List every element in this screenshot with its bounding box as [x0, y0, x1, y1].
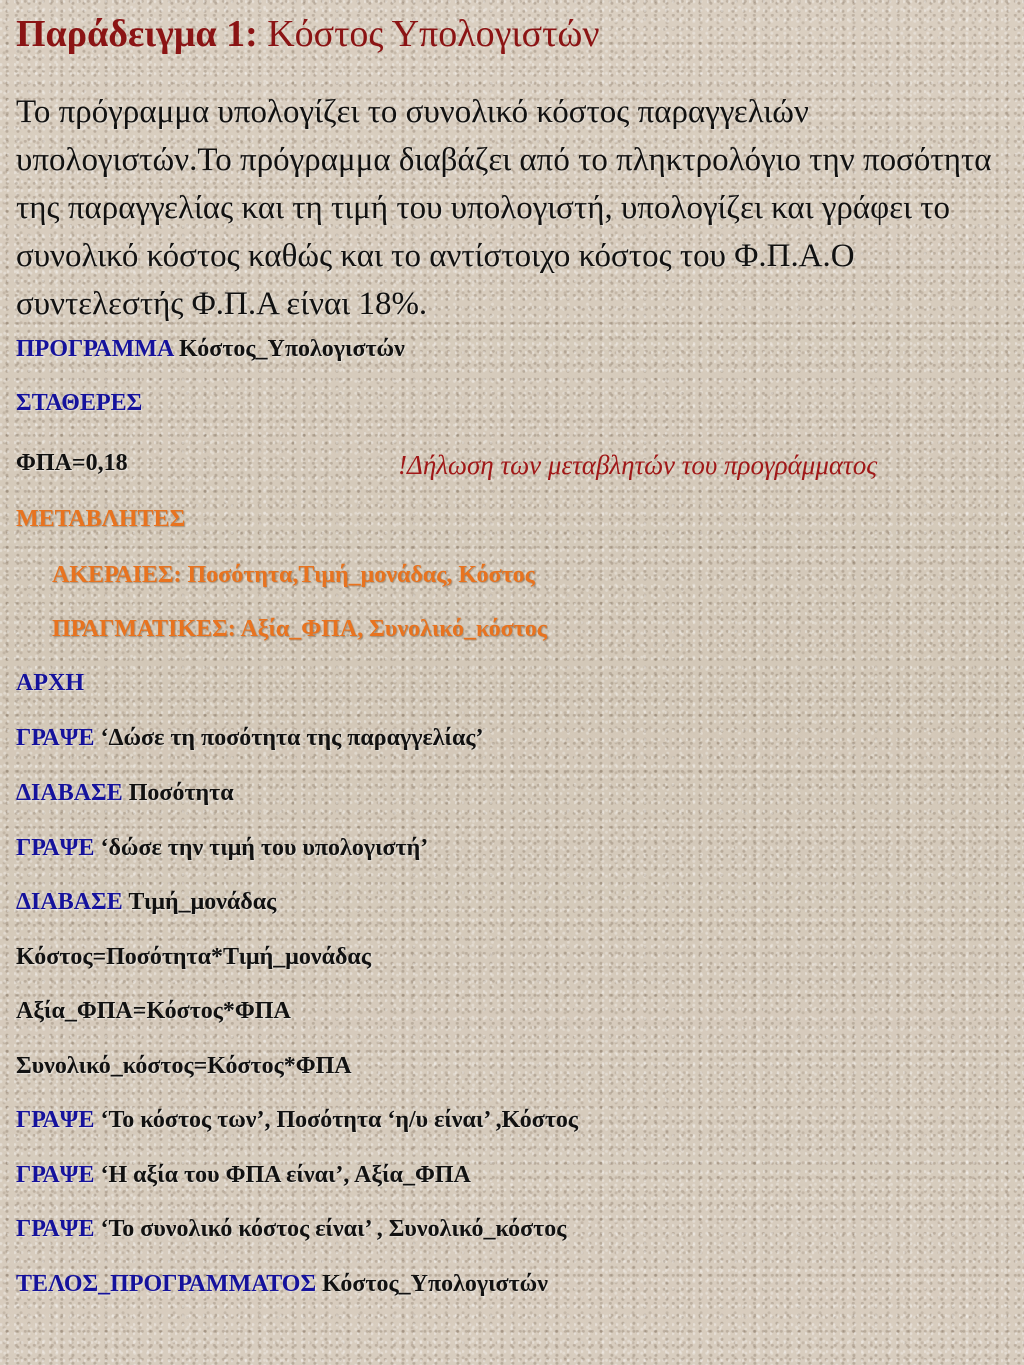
slide-title — [16, 14, 600, 56]
program-keyword: ΠΡΟΓΡΑΜΜΑ — [16, 336, 174, 362]
write-keyword: ΓΡΑΨΕ — [16, 1162, 95, 1188]
title-text: Κόστος Υπολογιστών — [257, 13, 600, 55]
constant-declaration: ΦΠΑ=0,18 — [16, 450, 128, 476]
code-write-line-2 — [16, 835, 428, 862]
code-assignment-vat: Αξία_ΦΠΑ=Κόστος*ΦΠΑ — [16, 998, 291, 1024]
code-write-line-5 — [16, 1216, 566, 1243]
code-write-line-3 — [16, 1107, 578, 1134]
read-argument: Τιμή_μονάδας — [122, 889, 277, 915]
write-argument: ‘Το συνολικό κόστος είναι’ , Συνολικό_κόστος — [94, 1216, 567, 1242]
write-keyword: ΓΡΑΨΕ — [16, 835, 95, 861]
code-assignment-cost: Κόστος=Ποσότητα*Τιμή_μονάδας — [16, 944, 371, 970]
read-keyword: ΔΙΑΒΑΣΕ — [16, 889, 123, 915]
write-keyword: ΓΡΑΨΕ — [16, 1107, 95, 1133]
constants-keyword: ΣΤΑΘΕΡΕΣ — [16, 390, 143, 416]
real-variables-line: ΠΡΑΓΜΑΤΙΚΕΣ: Αξία_ΦΠΑ, Συνολικό_κόστος — [52, 616, 547, 642]
code-read-line-1 — [16, 780, 234, 807]
title-example-label: Παράδειγμα 1: — [16, 13, 258, 55]
code-comment: !Δήλωση των μεταβλητών του προγράμματος — [398, 450, 878, 480]
write-keyword: ΓΡΑΨΕ — [16, 725, 95, 751]
code-end-line — [16, 1271, 548, 1298]
code-write-line-1 — [16, 725, 483, 752]
write-argument: ‘Η αξία του ΦΠΑ είναι’, Αξία_ΦΠΑ — [94, 1162, 471, 1188]
read-keyword: ΔΙΑΒΑΣΕ — [16, 780, 123, 806]
write-argument: ‘Το κόστος των’, Ποσότητα ‘η/υ είναι’ ,Κόστος — [94, 1107, 579, 1133]
write-argument: ‘δώσε την τιμή του υπολογιστή’ — [94, 835, 429, 861]
intro-paragraph: Το πρόγραμμα υπολογίζει το συνολικό κόστος παραγγελιών υπολογιστών.Το πρόγραμμα διαβάζει από το πληκτρολόγιο την ποσότητα της παραγγελίας και τη τιμή του υπολογιστή, υπολογίζει και γράφει το συνολικό κόστος καθώς και το αντίστοιχο κόστος του Φ.Π.Α.Ο συντελεστής Φ.Π.Α είναι 18%. — [16, 94, 992, 322]
begin-keyword: ΑΡΧΗ — [16, 670, 84, 696]
write-argument: ‘Δώσε τη ποσότητα της παραγγελίας’ — [94, 725, 484, 751]
code-read-line-2 — [16, 889, 276, 916]
variables-keyword: ΜΕΤΑΒΛΗΤΕΣ — [16, 506, 186, 532]
code-program-line — [16, 336, 405, 363]
end-program-name: Κόστος_Υπολογιστών — [316, 1271, 548, 1297]
program-name: Κόστος_Υπολογιστών — [173, 336, 405, 362]
write-keyword: ΓΡΑΨΕ — [16, 1216, 95, 1242]
integer-variables-line: ΑΚΕΡΑΙΕΣ: Ποσότητα,Τιμή_μονάδας, Κόστος — [52, 562, 535, 588]
read-argument: Ποσότητα — [122, 780, 234, 806]
code-assignment-total: Συνολικό_κόστος=Κόστος*ΦΠΑ — [16, 1053, 352, 1079]
end-keyword: ΤΕΛΟΣ_ΠΡΟΓΡΑΜΜΑΤΟΣ — [16, 1271, 317, 1297]
code-write-line-4 — [16, 1162, 471, 1189]
